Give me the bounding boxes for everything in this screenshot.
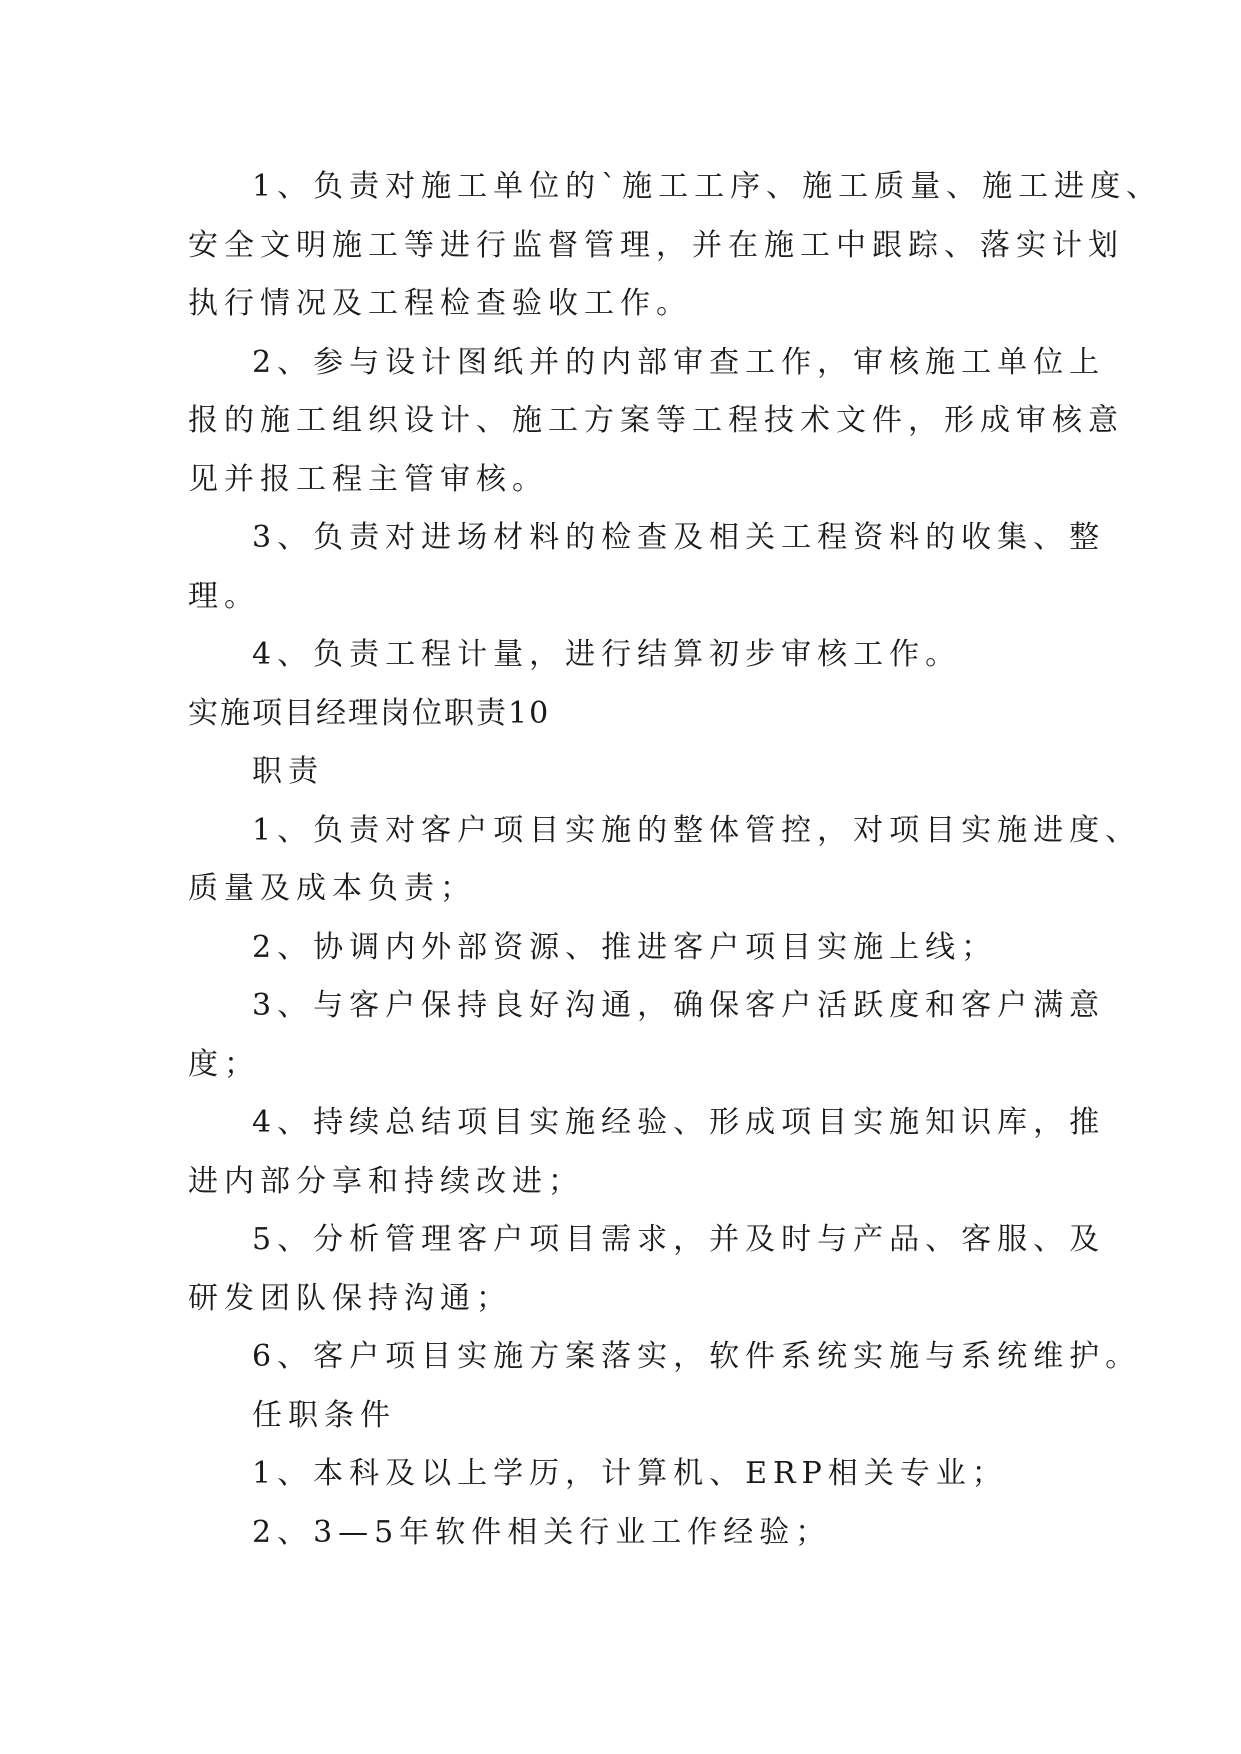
section-heading: 实施项目经理岗位职责10	[188, 695, 551, 731]
paragraph-line: 进内部分享和持续改进；	[188, 1163, 584, 1199]
paragraph-line: 3、负责对进场材料的检查及相关工程资料的收集、整	[252, 520, 1106, 555]
paragraph-line: 2、3—5年软件相关行业工作经验；	[252, 1514, 832, 1550]
subsection-title: 任职条件	[252, 1397, 396, 1433]
paragraph-line: 质量及成本负责；	[188, 871, 476, 906]
paragraph-line: 理。	[188, 578, 260, 614]
paragraph-line: 4、持续总结项目实施经验、形成项目实施知识库，推	[252, 1105, 1106, 1140]
paragraph-line: 1、负责对施工单位的`施工工序、施工质量、施工进度、	[252, 169, 1163, 204]
paragraph-line: 安全文明施工等进行监督管理，并在施工中跟踪、落实计划	[188, 227, 1124, 263]
paragraph-line: 3、与客户保持良好沟通，确保客户活跃度和客户满意	[252, 988, 1106, 1023]
paragraph-line: 6、客户项目实施方案落实，软件系统实施与系统维护。	[252, 1339, 1142, 1374]
paragraph-line: 4、负责工程计量，进行结算初步审核工作。	[252, 637, 962, 672]
subsection-title: 职责	[252, 754, 324, 789]
paragraph-line: 执行情况及工程检查验收工作。	[188, 286, 692, 321]
paragraph-line: 1、本科及以上学历，计算机、ERP相关专业；	[252, 1456, 1008, 1491]
paragraph-line: 2、协调内外部资源、推进客户项目实施上线；	[252, 929, 998, 965]
paragraph-line: 1、负责对客户项目实施的整体管控，对项目实施进度、	[252, 812, 1142, 848]
paragraph-line: 见并报工程主管审核。	[188, 461, 548, 497]
paragraph-line: 5、分析管理客户项目需求，并及时与产品、客服、及	[252, 1222, 1106, 1257]
paragraph-line: 2、参与设计图纸并的内部审查工作，审核施工单位上	[252, 344, 1106, 380]
document-body	[188, 158, 1163, 1562]
paragraph-line: 度；	[188, 1046, 260, 1082]
paragraph-line: 报的施工组织设计、施工方案等工程技术文件，形成审核意	[188, 403, 1124, 438]
paragraph-line: 研发团队保持沟通；	[188, 1280, 512, 1316]
